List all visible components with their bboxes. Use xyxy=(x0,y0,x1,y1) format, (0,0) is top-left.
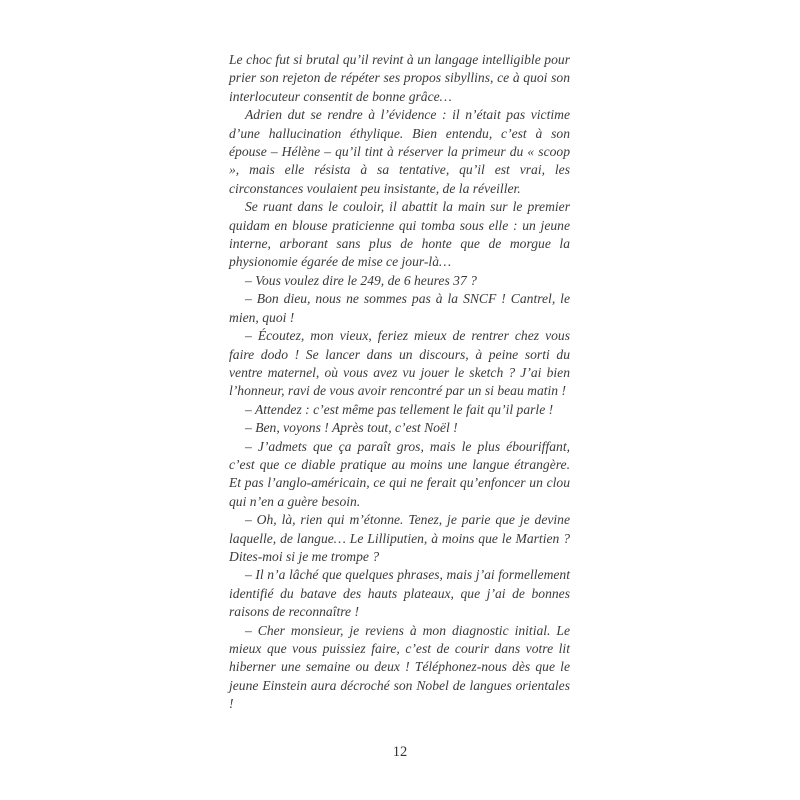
paragraph: Adrien dut se rendre à l’évidence : il n’était pas victime d’une hallucination éthylique. Bien entendu, c’est à son épouse – Hélène – qu’il tint à réserver la primeur du « scoop », mais elle résista à sa tentative, qu’il est vrai, les circonstances voulaient peu insistante, de la réveiller. xyxy=(229,107,570,196)
dialogue-line: – Bon dieu, nous ne sommes pas à la SNCF ! Cantrel, le mien, quoi ! xyxy=(229,291,570,325)
dialogue-line: – Oh, là, rien qui m’étonne. Tenez, je parie que je devine laquelle, de langue… Le Lilliputien, à moins que le Martien ? Dites-moi si je me trompe ? xyxy=(229,512,570,564)
paragraph: Se ruant dans le couloir, il abattit la main sur le premier quidam en blouse praticienne qui tomba sous elle : un jeune interne, arborant sans plus de honte que de morgue la physionomie égarée de mise ce jour-là… xyxy=(229,199,570,270)
paragraph: Le choc fut si brutal qu’il revint à un langage intelligible pour prier son rejeton de répéter ses propos sibyllins, ce à quoi son interlocuteur consentit de bonne grâce… xyxy=(229,52,570,104)
dialogue-line: – Il n’a lâché que quelques phrases, mais j’ai formellement identifié du batave des hauts plateaux, que j’ai de bonnes raisons de reconnaître ! xyxy=(229,567,570,620)
dialogue-line: – Écoutez, mon vieux, feriez mieux de rentrer chez vous faire dodo ! Se lancer dans un discours, à peine sorti du ventre maternel, où vous avez vu jouer le sketch ? J’ai bien l’honneur, ravi de vous avoir rencontré par un si beau matin ! xyxy=(229,328,570,399)
body-text xyxy=(229,51,570,714)
page-number: 12 xyxy=(392,744,408,760)
dialogue-line: – J’admets que ça paraît gros, mais le plus ébouriffant, c’est que ce diable pratique au moins une langue étrangère. Et pas l’anglo-américain, ce qui ne ferait qu’enfoncer un clou qui n’en a guère besoin. xyxy=(229,438,570,509)
dialogue-line: – Ben, voyons ! Après tout, c’est Noël ! xyxy=(245,420,458,436)
dialogue-line: – Vous voulez dire le 249, de 6 heures 37 ? xyxy=(245,272,477,288)
dialogue-line: – Attendez : c’est même pas tellement le fait qu’il parle ! xyxy=(245,401,554,417)
dialogue-line: – Cher monsieur, je reviens à mon diagnostic initial. Le mieux que vous puissiez faire, c’est de courir dans votre lit hiberner une semaine ou deux ! Téléphonez-nous dès que le jeune Einstein aura décroché son Nobel de langues orientales ! xyxy=(229,622,570,712)
